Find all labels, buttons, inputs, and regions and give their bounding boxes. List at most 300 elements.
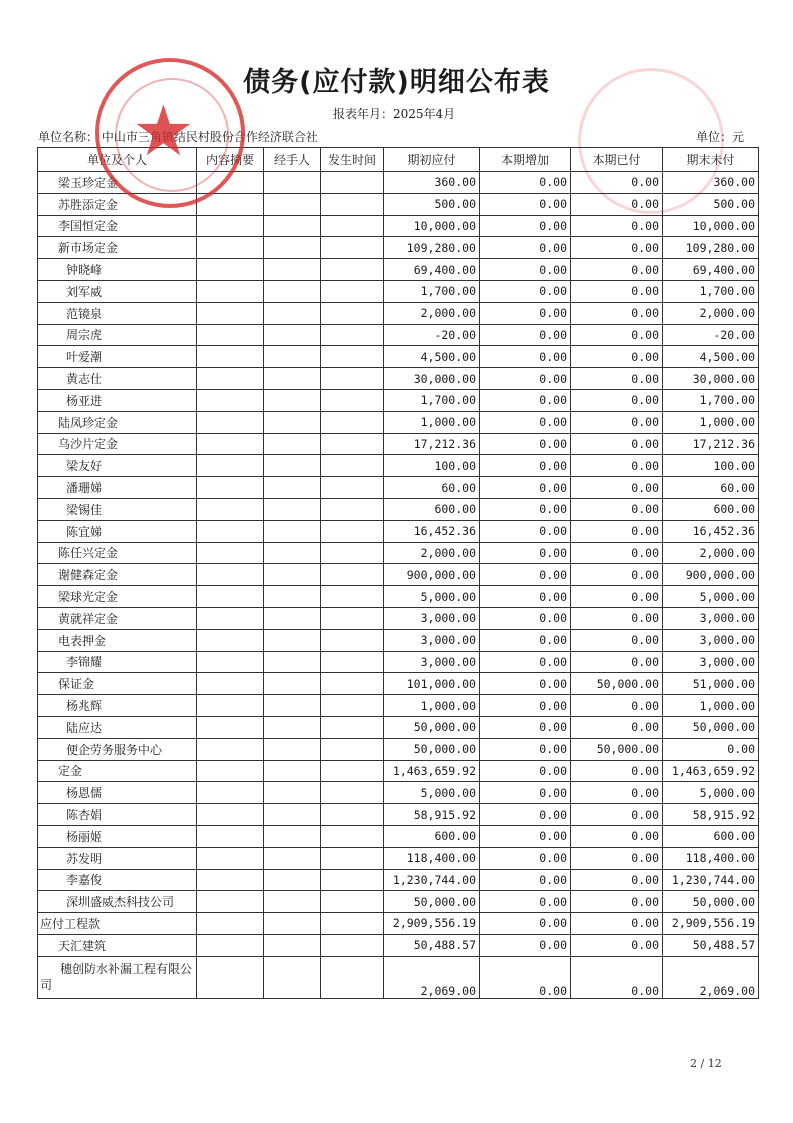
row-summary	[197, 389, 264, 411]
row-period-paid: 0.00	[571, 760, 663, 782]
row-handler	[264, 607, 321, 629]
row-entity-name: 苏胜添定金	[38, 193, 197, 215]
row-period-paid: 0.00	[571, 389, 663, 411]
row-summary	[197, 607, 264, 629]
row-entity-name: 新市场定金	[38, 237, 197, 259]
row-handler	[264, 564, 321, 586]
row-period-paid: 0.00	[571, 411, 663, 433]
table-row	[38, 804, 759, 826]
row-entity-name: 杨恩儒	[38, 782, 197, 804]
row-summary	[197, 172, 264, 194]
row-handler	[264, 411, 321, 433]
row-end-unpaid: 100.00	[663, 455, 759, 477]
row-handler	[264, 433, 321, 455]
row-end-unpaid: 60.00	[663, 477, 759, 499]
row-handler	[264, 629, 321, 651]
row-end-unpaid: 1,700.00	[663, 389, 759, 411]
row-period-increase: 0.00	[480, 259, 571, 281]
row-entity-name: 陆应达	[38, 716, 197, 738]
table-row	[38, 193, 759, 215]
row-begin-payable: 1,700.00	[384, 280, 480, 302]
row-entity-name: 李锦耀	[38, 651, 197, 673]
row-entity-name: 杨丽姬	[38, 825, 197, 847]
row-period-increase: 0.00	[480, 433, 571, 455]
row-begin-payable: 10,000.00	[384, 215, 480, 237]
row-period-increase: 0.00	[480, 586, 571, 608]
row-date	[321, 564, 384, 586]
page-number: 2 / 12	[690, 1057, 722, 1070]
row-period-paid: 0.00	[571, 716, 663, 738]
row-period-increase: 0.00	[480, 695, 571, 717]
table-row	[38, 956, 759, 998]
row-date	[321, 629, 384, 651]
row-date	[321, 695, 384, 717]
row-end-unpaid: 900,000.00	[663, 564, 759, 586]
row-period-increase: 0.00	[480, 891, 571, 913]
row-end-unpaid: 1,700.00	[663, 280, 759, 302]
row-handler	[264, 302, 321, 324]
row-entity-name: 陈宜娣	[38, 520, 197, 542]
table-row	[38, 259, 759, 281]
row-end-unpaid: 16,452.36	[663, 520, 759, 542]
col-header-period-increase: 本期增加	[480, 148, 571, 172]
row-period-increase: 0.00	[480, 804, 571, 826]
row-period-paid: 0.00	[571, 956, 663, 998]
row-handler	[264, 542, 321, 564]
row-period-increase: 0.00	[480, 542, 571, 564]
row-summary	[197, 760, 264, 782]
row-date	[321, 607, 384, 629]
row-end-unpaid: 17,212.36	[663, 433, 759, 455]
document-title: 债务(应付款)明细公布表	[243, 67, 550, 98]
row-summary	[197, 193, 264, 215]
row-summary	[197, 215, 264, 237]
row-end-unpaid: 118,400.00	[663, 847, 759, 869]
row-begin-payable: 1,463,659.92	[384, 760, 480, 782]
row-date	[321, 804, 384, 826]
row-begin-payable: 2,069.00	[384, 956, 480, 998]
table-row	[38, 695, 759, 717]
row-period-paid: 0.00	[571, 368, 663, 390]
table-row	[38, 891, 759, 913]
row-summary	[197, 673, 264, 695]
row-date	[321, 520, 384, 542]
row-begin-payable: 360.00	[384, 172, 480, 194]
row-period-increase: 0.00	[480, 324, 571, 346]
row-entity-name: 梁友好	[38, 455, 197, 477]
row-begin-payable: 4,500.00	[384, 346, 480, 368]
row-end-unpaid: 10,000.00	[663, 215, 759, 237]
row-begin-payable: 16,452.36	[384, 520, 480, 542]
row-summary	[197, 433, 264, 455]
row-period-increase: 0.00	[480, 520, 571, 542]
row-end-unpaid: 600.00	[663, 498, 759, 520]
row-handler	[264, 956, 321, 998]
row-handler	[264, 760, 321, 782]
row-summary	[197, 280, 264, 302]
row-handler	[264, 738, 321, 760]
row-end-unpaid: 5,000.00	[663, 782, 759, 804]
report-period: 报表年月：2025年4月	[333, 107, 456, 121]
row-begin-payable: 3,000.00	[384, 607, 480, 629]
debt-detail-table	[37, 147, 759, 999]
row-period-increase: 0.00	[480, 913, 571, 935]
table-row	[38, 477, 759, 499]
row-end-unpaid: 2,069.00	[663, 956, 759, 998]
row-handler	[264, 782, 321, 804]
row-handler	[264, 673, 321, 695]
table-row	[38, 411, 759, 433]
row-summary	[197, 956, 264, 998]
row-entity-name: 陈杏娟	[38, 804, 197, 826]
row-period-paid: 0.00	[571, 455, 663, 477]
row-begin-payable: 58,915.92	[384, 804, 480, 826]
row-date	[321, 368, 384, 390]
row-period-increase: 0.00	[480, 716, 571, 738]
row-period-paid: 0.00	[571, 847, 663, 869]
table-row	[38, 673, 759, 695]
row-handler	[264, 586, 321, 608]
row-begin-payable: 101,000.00	[384, 673, 480, 695]
row-period-increase: 0.00	[480, 215, 571, 237]
row-begin-payable: 50,000.00	[384, 716, 480, 738]
row-end-unpaid: 1,230,744.00	[663, 869, 759, 891]
row-entity-name: 叶爱潮	[38, 346, 197, 368]
row-begin-payable: 2,909,556.19	[384, 913, 480, 935]
row-begin-payable: 900,000.00	[384, 564, 480, 586]
row-date	[321, 586, 384, 608]
row-date	[321, 455, 384, 477]
row-begin-payable: 69,400.00	[384, 259, 480, 281]
row-date	[321, 956, 384, 998]
table-row	[38, 455, 759, 477]
row-end-unpaid: 58,915.92	[663, 804, 759, 826]
row-end-unpaid: 360.00	[663, 172, 759, 194]
row-summary	[197, 891, 264, 913]
row-period-paid: 0.00	[571, 564, 663, 586]
row-begin-payable: 1,000.00	[384, 695, 480, 717]
row-period-paid: 0.00	[571, 651, 663, 673]
row-end-unpaid: 51,000.00	[663, 673, 759, 695]
row-summary	[197, 302, 264, 324]
row-entity-name: 黄就祥定金	[38, 607, 197, 629]
row-summary	[197, 934, 264, 956]
row-summary	[197, 913, 264, 935]
row-begin-payable: 600.00	[384, 825, 480, 847]
row-date	[321, 237, 384, 259]
row-period-increase: 0.00	[480, 280, 571, 302]
row-date	[321, 913, 384, 935]
row-summary	[197, 324, 264, 346]
row-end-unpaid: 2,909,556.19	[663, 913, 759, 935]
row-period-paid: 0.00	[571, 433, 663, 455]
row-end-unpaid: 3,000.00	[663, 651, 759, 673]
row-begin-payable: 50,000.00	[384, 738, 480, 760]
row-period-increase: 0.00	[480, 172, 571, 194]
table-row	[38, 368, 759, 390]
table-row	[38, 346, 759, 368]
col-header-begin-payable: 期初应付	[384, 148, 480, 172]
row-handler	[264, 346, 321, 368]
row-begin-payable: 3,000.00	[384, 629, 480, 651]
row-period-paid: 0.00	[571, 172, 663, 194]
row-summary	[197, 869, 264, 891]
unit-name: 单位名称： 中山市三角镇结民村股份合作经济联合社	[38, 130, 318, 144]
row-handler	[264, 913, 321, 935]
row-period-increase: 0.00	[480, 934, 571, 956]
table-row	[38, 825, 759, 847]
row-begin-payable: 5,000.00	[384, 782, 480, 804]
row-end-unpaid: 1,000.00	[663, 695, 759, 717]
row-period-paid: 0.00	[571, 934, 663, 956]
row-begin-payable: 5,000.00	[384, 586, 480, 608]
table-row	[38, 389, 759, 411]
row-date	[321, 193, 384, 215]
row-entity-name: 钟晓峰	[38, 259, 197, 281]
row-period-increase: 0.00	[480, 869, 571, 891]
row-begin-payable: 30,000.00	[384, 368, 480, 390]
row-summary	[197, 738, 264, 760]
row-period-paid: 0.00	[571, 869, 663, 891]
row-period-paid: 0.00	[571, 324, 663, 346]
row-summary	[197, 411, 264, 433]
row-begin-payable: 500.00	[384, 193, 480, 215]
row-handler	[264, 520, 321, 542]
row-end-unpaid: 600.00	[663, 825, 759, 847]
table-row	[38, 586, 759, 608]
row-period-paid: 0.00	[571, 498, 663, 520]
table-row	[38, 498, 759, 520]
row-period-paid: 0.00	[571, 215, 663, 237]
row-handler	[264, 847, 321, 869]
row-date	[321, 651, 384, 673]
row-handler	[264, 869, 321, 891]
row-summary	[197, 346, 264, 368]
row-summary	[197, 695, 264, 717]
row-summary	[197, 368, 264, 390]
row-end-unpaid: 69,400.00	[663, 259, 759, 281]
table-row	[38, 782, 759, 804]
row-handler	[264, 368, 321, 390]
row-period-paid: 0.00	[571, 586, 663, 608]
row-handler	[264, 695, 321, 717]
row-end-unpaid: 1,463,659.92	[663, 760, 759, 782]
row-summary	[197, 716, 264, 738]
row-entity-name: 梁球光定金	[38, 586, 197, 608]
row-period-paid: 0.00	[571, 302, 663, 324]
row-handler	[264, 193, 321, 215]
row-period-paid: 0.00	[571, 891, 663, 913]
row-end-unpaid: 50,488.57	[663, 934, 759, 956]
row-handler	[264, 455, 321, 477]
row-begin-payable: 2,000.00	[384, 542, 480, 564]
row-period-increase: 0.00	[480, 760, 571, 782]
row-period-increase: 0.00	[480, 411, 571, 433]
row-handler	[264, 324, 321, 346]
row-end-unpaid: 1,000.00	[663, 411, 759, 433]
row-summary	[197, 804, 264, 826]
row-date	[321, 716, 384, 738]
table-row	[38, 869, 759, 891]
row-date	[321, 389, 384, 411]
row-period-increase: 0.00	[480, 302, 571, 324]
row-period-increase: 0.00	[480, 651, 571, 673]
row-begin-payable: 1,230,744.00	[384, 869, 480, 891]
row-entity-name: 梁锡佳	[38, 498, 197, 520]
col-header-date: 发生时间	[321, 148, 384, 172]
row-period-paid: 0.00	[571, 193, 663, 215]
row-summary	[197, 651, 264, 673]
row-begin-payable: 60.00	[384, 477, 480, 499]
row-summary	[197, 259, 264, 281]
row-date	[321, 847, 384, 869]
row-period-increase: 0.00	[480, 825, 571, 847]
row-date	[321, 934, 384, 956]
row-begin-payable: 109,280.00	[384, 237, 480, 259]
table-row	[38, 934, 759, 956]
row-begin-payable: 118,400.00	[384, 847, 480, 869]
row-date	[321, 673, 384, 695]
row-end-unpaid: 109,280.00	[663, 237, 759, 259]
row-entity-name: 应付工程款	[38, 913, 197, 935]
row-end-unpaid: 4,500.00	[663, 346, 759, 368]
table-row	[38, 716, 759, 738]
row-date	[321, 869, 384, 891]
row-entity-name: 杨亚进	[38, 389, 197, 411]
row-period-increase: 0.00	[480, 368, 571, 390]
row-period-paid: 0.00	[571, 477, 663, 499]
row-begin-payable: 50,000.00	[384, 891, 480, 913]
row-date	[321, 172, 384, 194]
row-handler	[264, 825, 321, 847]
table-header-row	[38, 148, 759, 172]
col-header-handler: 经手人	[264, 148, 321, 172]
row-entity-name: 李嘉俊	[38, 869, 197, 891]
row-handler	[264, 498, 321, 520]
row-end-unpaid: 30,000.00	[663, 368, 759, 390]
col-header-summary: 内容摘要	[197, 148, 264, 172]
row-summary	[197, 477, 264, 499]
row-begin-payable: 2,000.00	[384, 302, 480, 324]
row-entity-name: 苏发明	[38, 847, 197, 869]
row-period-increase: 0.00	[480, 237, 571, 259]
row-period-paid: 0.00	[571, 259, 663, 281]
row-entity-name: 陈任兴定金	[38, 542, 197, 564]
col-header-period-paid: 本期已付	[571, 148, 663, 172]
row-period-paid: 0.00	[571, 607, 663, 629]
table-row	[38, 324, 759, 346]
row-summary	[197, 629, 264, 651]
row-period-increase: 0.00	[480, 673, 571, 695]
row-end-unpaid: 50,000.00	[663, 891, 759, 913]
row-handler	[264, 280, 321, 302]
row-period-paid: 0.00	[571, 629, 663, 651]
row-end-unpaid: -20.00	[663, 324, 759, 346]
row-end-unpaid: 3,000.00	[663, 607, 759, 629]
table-row	[38, 629, 759, 651]
row-entity-name: 便企劳务服务中心	[38, 738, 197, 760]
row-summary	[197, 825, 264, 847]
row-entity-name: 保证金	[38, 673, 197, 695]
row-entity-name: 谢健森定金	[38, 564, 197, 586]
row-handler	[264, 237, 321, 259]
row-entity-name: 梁玉珍定金	[38, 172, 197, 194]
row-date	[321, 346, 384, 368]
row-period-paid: 0.00	[571, 913, 663, 935]
row-summary	[197, 847, 264, 869]
row-end-unpaid: 3,000.00	[663, 629, 759, 651]
table-row	[38, 237, 759, 259]
row-period-increase: 0.00	[480, 498, 571, 520]
row-period-paid: 0.00	[571, 695, 663, 717]
row-begin-payable: -20.00	[384, 324, 480, 346]
table-row	[38, 913, 759, 935]
row-begin-payable: 17,212.36	[384, 433, 480, 455]
row-handler	[264, 389, 321, 411]
table-row	[38, 760, 759, 782]
row-end-unpaid: 2,000.00	[663, 542, 759, 564]
row-period-paid: 50,000.00	[571, 738, 663, 760]
row-entity-name: 穗创防水补漏工程有限公司	[38, 956, 197, 998]
row-handler	[264, 804, 321, 826]
table-row	[38, 651, 759, 673]
row-date	[321, 498, 384, 520]
row-date	[321, 259, 384, 281]
row-period-paid: 0.00	[571, 280, 663, 302]
row-date	[321, 215, 384, 237]
row-period-paid: 0.00	[571, 825, 663, 847]
row-period-increase: 0.00	[480, 847, 571, 869]
row-entity-name: 陆凤珍定金	[38, 411, 197, 433]
row-date	[321, 738, 384, 760]
row-end-unpaid: 2,000.00	[663, 302, 759, 324]
row-period-increase: 0.00	[480, 956, 571, 998]
row-period-increase: 0.00	[480, 607, 571, 629]
row-entity-name: 乌沙片定金	[38, 433, 197, 455]
row-period-paid: 0.00	[571, 237, 663, 259]
row-period-increase: 0.00	[480, 477, 571, 499]
row-entity-name: 定金	[38, 760, 197, 782]
row-entity-name: 电表押金	[38, 629, 197, 651]
row-date	[321, 433, 384, 455]
row-summary	[197, 586, 264, 608]
row-summary	[197, 455, 264, 477]
row-handler	[264, 891, 321, 913]
table-row	[38, 433, 759, 455]
row-begin-payable: 50,488.57	[384, 934, 480, 956]
row-date	[321, 782, 384, 804]
row-period-increase: 0.00	[480, 782, 571, 804]
row-summary	[197, 498, 264, 520]
row-date	[321, 280, 384, 302]
table-row	[38, 847, 759, 869]
row-entity-name: 周宗虎	[38, 324, 197, 346]
row-entity-name: 范镜泉	[38, 302, 197, 324]
row-entity-name: 刘军威	[38, 280, 197, 302]
row-period-paid: 0.00	[571, 542, 663, 564]
table-body	[38, 172, 759, 999]
table-row	[38, 607, 759, 629]
row-period-paid: 0.00	[571, 804, 663, 826]
row-entity-name: 黄志仕	[38, 368, 197, 390]
col-header-end-unpaid: 期末未付	[663, 148, 759, 172]
row-summary	[197, 782, 264, 804]
row-handler	[264, 716, 321, 738]
table-row	[38, 520, 759, 542]
row-begin-payable: 100.00	[384, 455, 480, 477]
table-row	[38, 215, 759, 237]
row-begin-payable: 1,000.00	[384, 411, 480, 433]
